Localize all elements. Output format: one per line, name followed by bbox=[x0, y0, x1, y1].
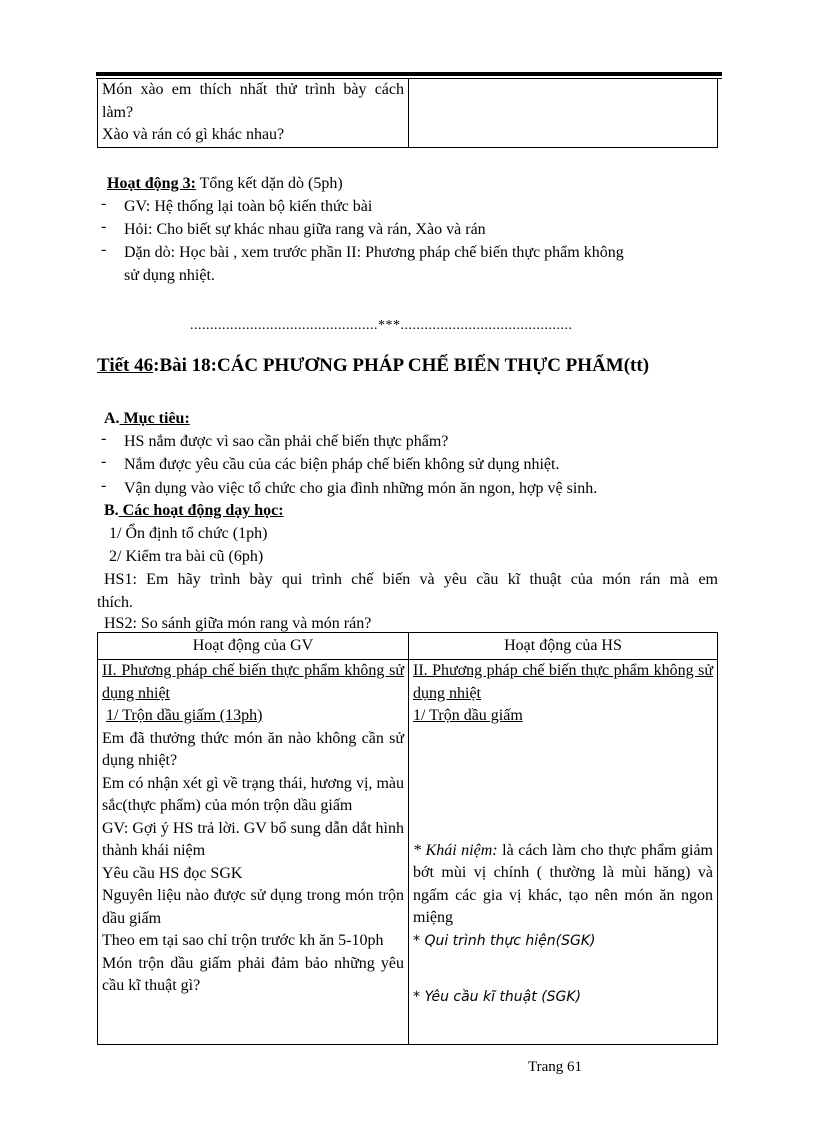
table-row bbox=[98, 79, 718, 147]
section-b-heading bbox=[104, 499, 284, 522]
activity3-label: Hoạt động 3: bbox=[107, 175, 196, 192]
table-header-row bbox=[98, 633, 718, 660]
question-text: Món xào em thích nhất thử trình bày cách làm? bbox=[102, 81, 404, 121]
header-gv: Hoạt động của GV bbox=[98, 633, 409, 660]
hs-spacer bbox=[413, 728, 713, 840]
section-b-prefix: B. bbox=[104, 502, 119, 519]
gv-paragraph: Yêu cầu HS đọc SGK bbox=[102, 864, 243, 882]
continuation-table bbox=[97, 79, 718, 148]
gv-paragraph: GV: Gợi ý HS trả lời. GV bổ sung dẫn dắt hình thành khái niệm bbox=[102, 819, 404, 859]
hs-requirements: * Yêu cầu kĩ thuật (SGK) bbox=[413, 989, 582, 1005]
hs-sub-title: 1/ Trộn dầu giấm bbox=[413, 707, 523, 724]
lesson-period: Tiết 46 bbox=[97, 355, 154, 376]
hs-concept bbox=[413, 840, 713, 930]
gv-paragraph: Em có nhận xét gì về trạng thái, hương vị, màu sắc(thực phẩm) của món trộn dầu giấm bbox=[102, 774, 404, 814]
page-number: Trang 61 bbox=[528, 1059, 583, 1075]
activities-table bbox=[97, 632, 718, 1045]
gv-column bbox=[98, 660, 409, 1045]
list-item: Dặn dò: Học bài , xem trước phần II: Phương pháp chế biến thực phẩm không bbox=[124, 244, 624, 261]
hs-spacer bbox=[413, 952, 713, 986]
section-separator: ...............................................***........................................... bbox=[190, 318, 573, 333]
gv-sub-title: 1/ Trộn dầu giấm (13ph) bbox=[106, 707, 263, 724]
hs-section-title: II. Phương pháp chế biến thực phẩm không sử dụng nhiệt bbox=[413, 662, 713, 702]
lesson-name: :Bài 18:CÁC PHƯƠNG PHÁP CHẾ BIẾN THỰC PHẨM(tt) bbox=[153, 355, 650, 376]
table-cell-gv bbox=[98, 79, 409, 147]
bullet-dash: - bbox=[101, 218, 107, 235]
bullet-dash: - bbox=[101, 195, 107, 212]
list-item-continued: sử dụng nhiệt. bbox=[124, 267, 215, 284]
list-item: Nắm được yêu cầu của các biện pháp chế biến không sử dụng nhiệt. bbox=[124, 456, 560, 473]
hs2-question: HS2: So sánh giữa món rang và món rán? bbox=[104, 615, 372, 632]
bullet-dash: - bbox=[101, 241, 107, 258]
gv-paragraph: Món trộn dầu giấm phải đảm bảo những yêu cầu kĩ thuật gì? bbox=[102, 954, 404, 994]
bullet-dash: - bbox=[101, 477, 107, 494]
hs-process: * Qui trình thực hiện(SGK) bbox=[413, 932, 596, 949]
step-line: 2/ Kiểm tra bài cũ (6ph) bbox=[109, 548, 264, 565]
header-rule-thick bbox=[96, 72, 722, 76]
hs-column bbox=[409, 660, 718, 1045]
list-item: GV: Hệ thống lại toàn bộ kiến thức bài bbox=[124, 198, 373, 215]
gv-paragraph: Theo em tại sao chỉ trộn trước kh ăn 5-10ph bbox=[102, 932, 384, 949]
concept-label: * Khái niệm: bbox=[413, 841, 498, 859]
table-row bbox=[98, 660, 718, 1045]
gv-paragraph: Em đã thưởng thức món ăn nào không cần sử dụng nhiệt? bbox=[102, 729, 404, 769]
hs1-question: HS1: Em hãy trình bày qui trình chế biến và yêu cầu kĩ thuật của món rán mà em bbox=[104, 571, 718, 588]
step-line: 1/ Ổn định tổ chức (1ph) bbox=[109, 525, 268, 542]
section-b-label: Các hoạt động dạy học: bbox=[118, 502, 284, 519]
header-hs: Hoạt động của HS bbox=[409, 633, 718, 660]
bullet-dash: - bbox=[101, 430, 107, 447]
section-a-label: Mục tiêu: bbox=[119, 410, 190, 427]
list-item: Hỏi: Cho biết sự khác nhau giữa rang và rán, Xào và rán bbox=[124, 221, 486, 238]
list-item: HS nắm được vì sao cần phải chế biến thực phẩm? bbox=[124, 433, 449, 450]
lesson-title bbox=[97, 355, 649, 377]
list-item: Vận dụng vào việc tổ chức cho gia đình những món ăn ngon, hợp vệ sinh. bbox=[124, 480, 598, 497]
question-text: Xào và rán có gì khác nhau? bbox=[102, 126, 285, 143]
gv-paragraph: Nguyên liệu nào được sử dụng trong món trộn dầu giấm bbox=[102, 887, 404, 927]
bullet-dash: - bbox=[101, 453, 107, 470]
table-cell-hs bbox=[409, 79, 718, 147]
activity3-text: Tổng kết dặn dò (5ph) bbox=[195, 175, 343, 192]
hs1-question-continued: thích. bbox=[97, 594, 133, 611]
gv-section-title: II. Phương pháp chế biến thực phẩm không sử dụng nhiệt bbox=[102, 662, 404, 702]
concept-text: là cách làm cho thực phẩm giảm bớt mùi vị chính ( thường là mùi hăng) và ngấm các gia vị khác, tạo nên món ăn ngon miệng bbox=[413, 841, 714, 926]
section-a-prefix: A. bbox=[104, 410, 120, 427]
section-a-heading bbox=[104, 407, 190, 430]
activity3-heading bbox=[107, 172, 343, 195]
